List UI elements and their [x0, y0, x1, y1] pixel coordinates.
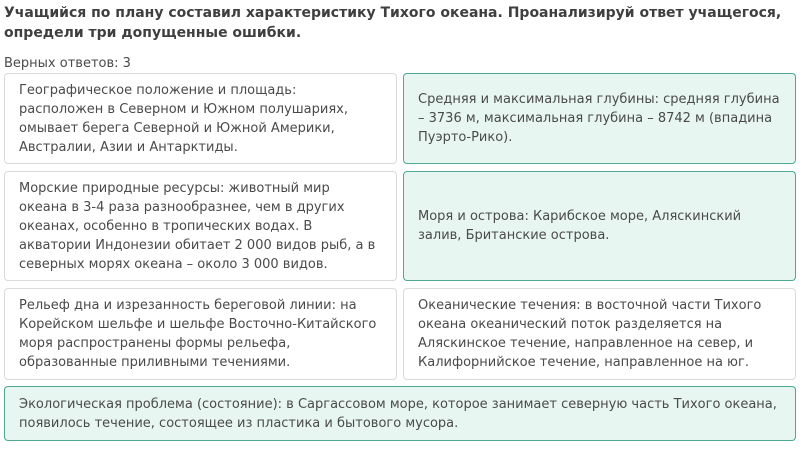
answer-card-depth[interactable]: [403, 73, 796, 164]
answer-card-text: Географическое положение и площадь: расположен в Северном и Южном полушариях, омывает берега Северной и Южной Америки, Австралии, Азии и Антарктиды.: [19, 82, 348, 155]
answer-card-text: Моря и острова: Карибское море, Аляскинский залив, Британские острова.: [418, 209, 742, 243]
correct-answers-counter: Верных ответов: 3: [4, 56, 131, 71]
answer-card-text: Рельеф дна и изрезанность береговой линии: на Корейском шельфе и шельфе Восточно-Китайского моря распространены формы рельефа, образованные приливными течениями.: [19, 298, 377, 370]
answer-card-relief[interactable]: [4, 288, 397, 380]
answer-card-resources[interactable]: [4, 171, 397, 281]
answer-card-text: Средняя и максимальная глубины: средняя глубина – 3736 м, максимальная глубина – 8742 м (впадина Пуэрто-Рико).: [418, 92, 780, 145]
answer-card-ecology[interactable]: [4, 386, 796, 441]
question-text: Учащийся по плану составил характеристику Тихого океана. Проанализируй ответ учащегося, определи три допущенные ошибки.: [4, 5, 782, 41]
answer-card-text: Экологическая проблема (состояние): в Саргассовом море, которое занимает северную часть Тихого океана, появилось течение, состоящее из пластика и бытового мусора.: [19, 396, 777, 431]
answer-card-text: Морские природные ресурсы: животный мир океана в 3-4 раза разнообразнее, чем в других океанах, особенно в тропических водах. В акватории Индонезии обитает 2 000 видов рыб, а в северных морях океана – около 3 000 видов.: [19, 180, 376, 272]
answer-card-seas-islands[interactable]: [403, 171, 796, 281]
answer-card-geography[interactable]: [4, 73, 397, 164]
answer-card-text: Океанические течения: в восточной части Тихого океана океанический поток разделяется на Аляскинское течение, направленное на север, и Калифорнийское течение, направленное на юг.: [418, 298, 762, 370]
answer-card-currents[interactable]: [403, 288, 796, 380]
